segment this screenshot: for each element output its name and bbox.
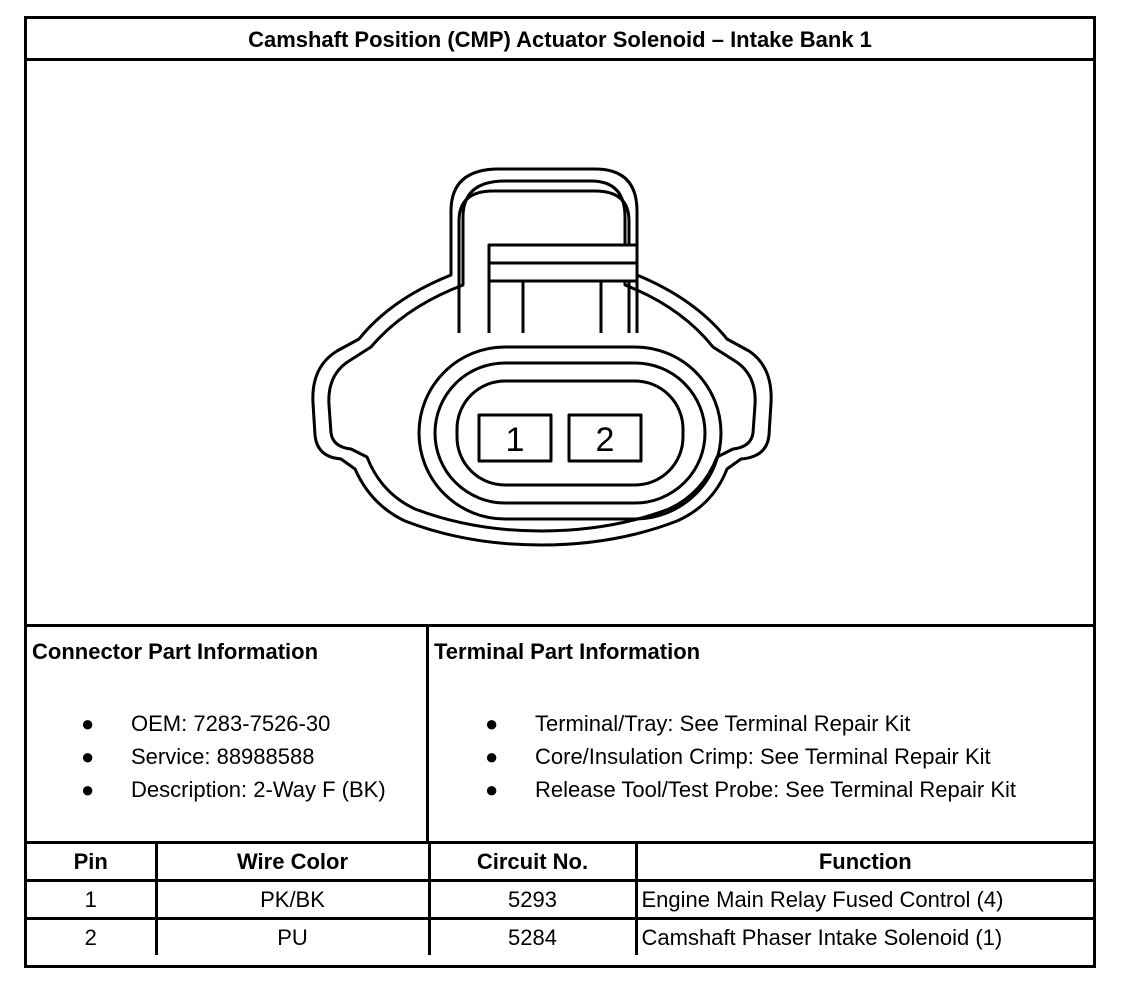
bullet-icon: ● [81,777,95,802]
part-information [27,624,1093,844]
bullet-icon: ● [485,711,499,736]
header-pin: Pin [27,843,156,881]
cell-wire-color: PK/BK [156,881,429,919]
cell-circuit-no: 5284 [429,919,636,956]
bullet-icon: ● [81,711,95,736]
table-row [27,881,1093,919]
list-item: ● Terminal/Tray: See Terminal Repair Kit [485,707,1016,740]
cell-circuit-no: 5293 [429,881,636,919]
connector-info-heading: Connector Part Information [32,639,319,664]
header-function: Function [636,843,1093,881]
connector-face-svg [27,61,1093,623]
list-item: ● Core/Insulation Crimp: See Terminal Repair Kit [485,740,1016,773]
connector-part-info [27,627,429,844]
terminal-info-heading: Terminal Part Information [434,639,701,664]
connector-info-list [81,707,386,806]
cell-function: Engine Main Relay Fused Control (4) [636,881,1093,919]
table-row [27,919,1093,956]
cell-function: Camshaft Phaser Intake Solenoid (1) [636,919,1093,956]
bullet-icon: ● [485,744,499,769]
bullet-icon: ● [81,744,95,769]
header-wire-color: Wire Color [156,843,429,881]
pin-table [27,841,1093,955]
cell-pin: 1 [27,881,156,919]
connector-housing-inner [329,181,755,531]
list-item: ● Release Tool/Test Probe: See Terminal Repair Kit [485,773,1016,806]
list-item: ● Description: 2-Way F (BK) [81,773,386,806]
list-item: ● OEM: 7283-7526-30 [81,707,386,740]
pin-label-1: 1 [505,421,525,459]
cell-pin: 2 [27,919,156,956]
terminal-part-info [429,627,1096,844]
terminal-info-list [485,707,1016,806]
connector-diagram [27,61,1093,623]
connector-document [24,16,1096,968]
bullet-icon: ● [485,777,499,802]
table-header-row [27,843,1093,881]
cell-wire-color: PU [156,919,429,956]
page-title: Camshaft Position (CMP) Actuator Solenoid – Intake Bank 1 [27,19,1093,61]
pin-label-2: 2 [595,421,615,459]
header-circuit-no: Circuit No. [429,843,636,881]
list-item: ● Service: 88988588 [81,740,386,773]
